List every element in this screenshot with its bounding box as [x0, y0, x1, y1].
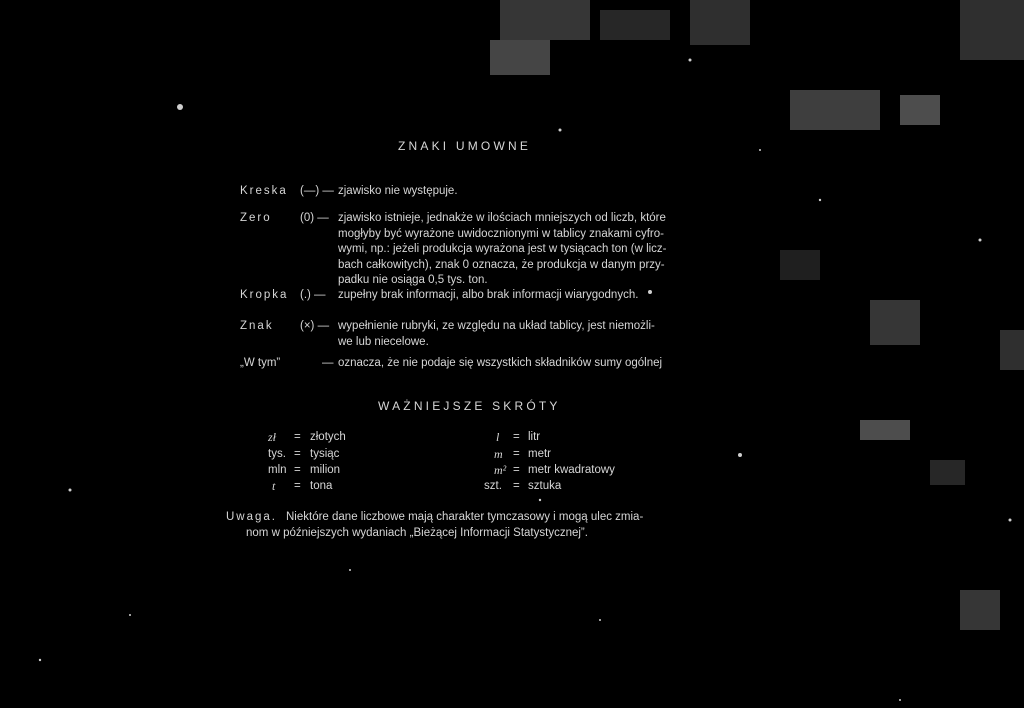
definition-line: we lub niecelowe.	[338, 335, 429, 348]
definition-line: bach całkowitych), znak 0 oznacza, że produkcja w danym przy-	[338, 258, 665, 271]
abbr-eq: =	[513, 480, 520, 492]
symbol-w-tym: —	[322, 357, 334, 369]
abbr-meaning: milion	[310, 464, 341, 476]
abbr-eq: =	[513, 464, 520, 476]
term-znak: Znak	[240, 320, 274, 332]
abbr-right: l	[496, 430, 500, 444]
definition-kropka: zupełny brak informacji, albo brak informacji wiarygodnych.	[338, 289, 639, 301]
abbr-meaning: metr kwadratowy	[528, 464, 615, 476]
abbr-eq: =	[294, 448, 301, 460]
definition-kreska: zjawisko nie występuje.	[338, 185, 458, 197]
term-w-tym: „W tym”	[240, 357, 281, 369]
abbr-meaning: sztuka	[528, 480, 562, 492]
abbr-right: szt.	[484, 480, 502, 492]
note-label: Uwaga.	[226, 511, 277, 523]
abbr-eq: =	[294, 431, 301, 443]
note-line: Niektóre dane liczbowe mają charakter tymczasowy i mogą ulec zmia-	[286, 511, 644, 523]
term-zero: Zero	[240, 212, 272, 224]
symbol-zero: (0) —	[300, 212, 329, 224]
page-title: ZNAKI UMOWNE	[398, 139, 532, 153]
note-line: nom w późniejszych wydaniach „Bieżącej Informacji Statystycznej”.	[246, 527, 588, 539]
definition-line: zjawisko istnieje, jednakże w ilościach mniejszych od liczb, które	[338, 212, 666, 224]
abbr-eq: =	[513, 431, 520, 443]
abbreviations-title: WAŻNIEJSZE SKRÓTY	[378, 399, 561, 413]
term-kropka: Kropka	[240, 289, 289, 301]
symbol-znak: (×) —	[300, 320, 330, 332]
abbr-right: m²	[494, 463, 507, 477]
definition-line: wymi, np.: jeżeli produkcja wyrażona jest w tysiącach ton (w licz-	[338, 243, 667, 255]
definition-zero	[338, 211, 667, 289]
abbr-meaning: tona	[310, 480, 333, 492]
abbr-meaning: złotych	[310, 431, 346, 443]
abbr-meaning: metr	[528, 448, 551, 460]
abbr-eq: =	[294, 464, 301, 476]
definition-w-tym: oznacza, że nie podaje się wszystkich składników sumy ogólnej	[338, 357, 663, 369]
abbr-left: tys.	[268, 448, 286, 460]
abbr-left: t	[272, 479, 276, 493]
abbr-meaning: tysiąc	[310, 448, 340, 460]
abbr-eq: =	[513, 448, 520, 460]
term-kreska: Kreska	[240, 185, 288, 197]
abbr-left: mln	[268, 464, 287, 476]
definition-line: wypełnienie rubryki, ze względu na układ tablicy, jest niemożli-	[338, 320, 655, 332]
abbr-right: m	[494, 447, 503, 461]
abbr-eq: =	[294, 480, 301, 492]
definition-line: mogłyby być wyrażone uwidocznionymi w tablicy znakami cyfro-	[338, 227, 664, 240]
symbol-kropka: (.) —	[300, 289, 326, 301]
symbol-kreska: (—) —	[300, 185, 334, 197]
abbr-meaning: litr	[528, 431, 541, 443]
definition-line: padku nie osiąga 0,5 tys. ton.	[338, 274, 488, 286]
definition-znak	[338, 319, 655, 350]
abbr-left: zł	[268, 430, 277, 444]
